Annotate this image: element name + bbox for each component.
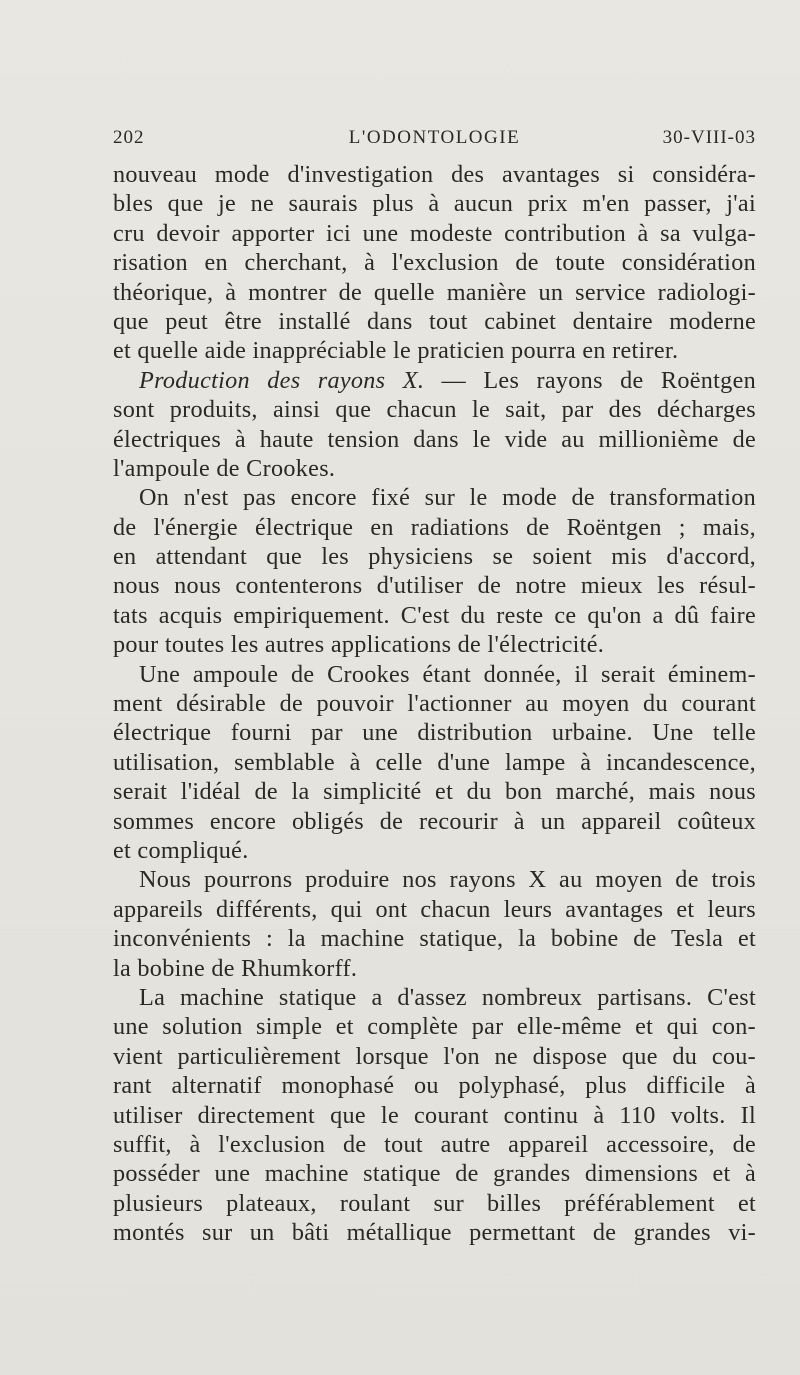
text-line: La machine statique a d'assez nombreux partisans. C'est (139, 983, 756, 1011)
text-line: pour toutes les autres applications de l'électricité. (113, 631, 605, 659)
issue-date: 30-VIII-03 (662, 127, 756, 148)
page-number: 202 (113, 127, 145, 148)
text-line: la bobine de Rhumkorff. (113, 954, 358, 982)
section-heading-line (113, 366, 756, 395)
text-line: tats acquis empiriquement. C'est du reste ce qu'on a dû faire (113, 601, 756, 629)
text-line: que peut être installé dans tout cabinet dentaire moderne (113, 307, 756, 335)
text-line: montés sur un bâti métallique permettant de grandes vi- (113, 1219, 756, 1247)
text-line: théorique, à montrer de quelle manière un service radiologi- (113, 278, 756, 306)
text-line: rant alternatif monophasé ou polyphasé, plus difficile à (113, 1072, 756, 1100)
text-line: appareils différents, qui ont chacun leurs avantages et leurs (113, 895, 756, 923)
text-line: Nous pourrons produire nos rayons X au moyen de trois (139, 866, 756, 894)
journal-title: L'ODONTOLOGIE (348, 127, 521, 148)
text-line: serait l'idéal de la simplicité et du bon marché, mais nous (113, 778, 756, 806)
text-line: cru devoir apporter ici une modeste contribution à sa vulga- (113, 219, 756, 247)
running-header (113, 127, 756, 157)
section-heading: Production des rayons X. (139, 366, 425, 394)
text-line: suffit, à l'exclusion de tout autre appareil accessoire, de (113, 1130, 756, 1158)
text-line: en attendant que les physiciens se soient mis d'accord, (113, 543, 756, 571)
text-line: et compliqué. (113, 836, 249, 864)
body-text (113, 160, 756, 1247)
text-line: de l'énergie électrique en radiations de Roëntgen ; mais, (113, 513, 756, 541)
text-line: électriques à haute tension dans le vide au millionième de (113, 425, 756, 453)
text-line: sommes encore obligés de recourir à un appareil coûteux (113, 807, 756, 835)
text-line: vient particulièrement lorsque l'on ne dispose que du cou- (113, 1042, 756, 1070)
text-line: posséder une machine statique de grandes dimensions et à (113, 1160, 756, 1188)
text-line: une solution simple et complète par elle-même et qui con- (113, 1013, 756, 1041)
text-line: sont produits, ainsi que chacun le sait, par des décharges (113, 396, 756, 424)
text-line: et quelle aide inappréciable le praticien pourra en retirer. (113, 337, 679, 365)
text-line: nous nous contenterons d'utiliser de notre mieux les résul- (113, 572, 756, 600)
text-line: On n'est pas encore fixé sur le mode de transformation (139, 484, 756, 512)
text-line: risation en cherchant, à l'exclusion de toute considération (113, 249, 756, 277)
text-line: l'ampoule de Crookes. (113, 454, 336, 482)
text-line: nouveau mode d'investigation des avantages si considéra- (113, 161, 756, 188)
text-line: ment désirable de pouvoir l'actionner au moyen du courant (113, 690, 756, 718)
text-line: plusieurs plateaux, roulant sur billes préférablement et (113, 1189, 756, 1217)
text-line: bles que je ne saurais plus à aucun prix m'en passer, j'ai (113, 190, 756, 218)
text-line: Une ampoule de Crookes étant donnée, il serait éminem- (139, 660, 756, 688)
text-line: utilisation, semblable à celle d'une lampe à incandescence, (113, 748, 756, 776)
text-run: — Les rayons de Roëntgen (424, 366, 756, 394)
text-line: utiliser directement que le courant continu à 110 volts. Il (113, 1101, 756, 1129)
text-line: inconvénients : la machine statique, la bobine de Tesla et (113, 925, 756, 953)
text-line: électrique fourni par une distribution urbaine. Une telle (113, 719, 756, 747)
